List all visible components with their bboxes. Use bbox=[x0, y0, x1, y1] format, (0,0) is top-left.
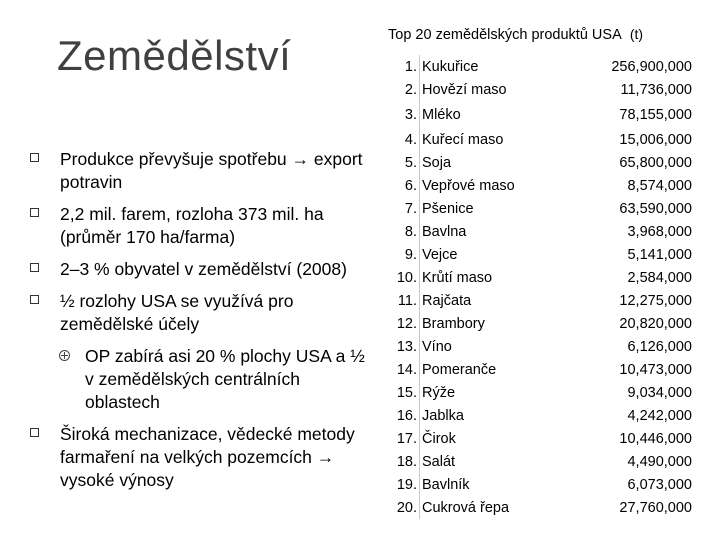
row-value: 20,820,000 bbox=[619, 315, 692, 332]
sub-bullet-text: OP zabírá asi 20 % plochy USA a ½ v zemědělských centrálních oblastech bbox=[85, 346, 365, 412]
table-row bbox=[385, 151, 696, 174]
row-value: 65,800,000 bbox=[619, 154, 692, 171]
table-row bbox=[385, 101, 696, 128]
table-row bbox=[385, 197, 696, 220]
row-product: Jablka bbox=[420, 404, 563, 427]
row-rank: 9. bbox=[404, 246, 417, 263]
table-unit: (t) bbox=[629, 26, 644, 42]
row-rank: 3. bbox=[404, 106, 417, 123]
row-product: Kukuřice bbox=[420, 55, 563, 78]
row-value: 78,155,000 bbox=[619, 106, 692, 123]
row-value: 256,900,000 bbox=[611, 58, 692, 75]
table-row bbox=[385, 312, 696, 335]
row-rank: 5. bbox=[404, 154, 417, 171]
bullet-item bbox=[30, 423, 375, 492]
row-product: Bavlník bbox=[420, 473, 563, 496]
table-row bbox=[385, 128, 696, 151]
table-row bbox=[385, 335, 696, 358]
row-rank: 4. bbox=[404, 131, 417, 148]
bullet-text: Produkce převyšuje spotřebu → export potravin bbox=[60, 149, 363, 192]
row-value: 4,490,000 bbox=[627, 453, 692, 470]
row-value: 8,574,000 bbox=[627, 177, 692, 194]
row-value: 4,242,000 bbox=[627, 407, 692, 424]
row-value: 9,034,000 bbox=[627, 384, 692, 401]
row-rank: 11. bbox=[397, 292, 417, 309]
table-row bbox=[385, 404, 696, 427]
row-product: Mléko bbox=[420, 101, 563, 128]
row-product: Salát bbox=[420, 450, 563, 473]
row-value: 63,590,000 bbox=[619, 200, 692, 217]
table-row bbox=[385, 473, 696, 496]
row-value: 2,584,000 bbox=[627, 269, 692, 286]
table-row bbox=[385, 243, 696, 266]
bullet-list bbox=[30, 148, 375, 501]
row-rank: 15. bbox=[396, 384, 417, 401]
row-product: Bavlna bbox=[420, 220, 563, 243]
table-title-text: Top 20 zemědělských produktů USA bbox=[388, 27, 622, 43]
row-product: Víno bbox=[420, 335, 563, 358]
row-value: 12,275,000 bbox=[619, 292, 692, 309]
row-product: Pomeranče bbox=[420, 358, 563, 381]
row-value: 11,736,000 bbox=[620, 81, 692, 98]
bullet-text: Široká mechanizace, vědecké metody farmaření na velkých pozemcích → vysoké výnosy bbox=[60, 424, 355, 490]
bullet-text: 2–3 % obyvatel v zemědělství (2008) bbox=[60, 259, 347, 279]
row-product: Hovězí maso bbox=[420, 78, 563, 101]
row-rank: 14. bbox=[396, 361, 417, 378]
table-row bbox=[385, 289, 696, 312]
bullet-item bbox=[30, 258, 375, 281]
row-product: Rajčata bbox=[420, 289, 563, 312]
row-product: Brambory bbox=[420, 312, 563, 335]
row-rank: 2. bbox=[404, 81, 417, 98]
sub-bullet-item bbox=[30, 345, 375, 414]
row-value: 6,073,000 bbox=[627, 476, 692, 493]
square-bullet-icon bbox=[30, 428, 39, 437]
row-rank: 19. bbox=[396, 476, 417, 493]
row-rank: 8. bbox=[404, 223, 417, 240]
slide-title: Zemědělství bbox=[57, 32, 292, 79]
row-value: 10,473,000 bbox=[619, 361, 692, 378]
row-rank: 1. bbox=[404, 58, 417, 75]
bullet-item bbox=[30, 290, 375, 336]
row-product: Soja bbox=[420, 151, 563, 174]
row-rank: 13. bbox=[396, 338, 417, 355]
row-rank: 16. bbox=[396, 407, 417, 424]
table-row bbox=[385, 450, 696, 473]
row-value: 10,446,000 bbox=[619, 430, 692, 447]
square-bullet-icon bbox=[30, 263, 39, 272]
row-value: 15,006,000 bbox=[619, 131, 692, 148]
row-value: 3,968,000 bbox=[627, 223, 692, 240]
table-row bbox=[385, 174, 696, 197]
row-product: Čirok bbox=[420, 427, 563, 450]
table-row bbox=[385, 266, 696, 289]
row-product: Kuřecí maso bbox=[420, 128, 563, 151]
table-row bbox=[385, 220, 696, 243]
bullet-item bbox=[30, 148, 375, 194]
square-bullet-icon bbox=[30, 295, 39, 304]
row-rank: 6. bbox=[404, 177, 417, 194]
row-rank: 18. bbox=[396, 453, 417, 470]
bullet-text: 2,2 mil. farem, rozloha 373 mil. ha (průměr 170 ha/farma) bbox=[60, 204, 324, 247]
table-row bbox=[385, 496, 696, 519]
bullet-item bbox=[30, 203, 375, 249]
circle-plus-bullet-icon bbox=[59, 350, 70, 361]
row-rank: 17. bbox=[396, 430, 417, 447]
row-rank: 12. bbox=[396, 315, 417, 332]
table-row bbox=[385, 358, 696, 381]
table-row bbox=[385, 381, 696, 404]
row-product: Cukrová řepa bbox=[420, 496, 563, 519]
row-rank: 10. bbox=[396, 269, 417, 286]
table-row bbox=[385, 55, 696, 78]
bullet-text: ½ rozlohy USA se využívá pro zemědělské účely bbox=[60, 291, 294, 334]
row-value: 5,141,000 bbox=[627, 246, 692, 263]
table-row bbox=[385, 78, 696, 101]
row-value: 6,126,000 bbox=[627, 338, 692, 355]
row-product: Rýže bbox=[420, 381, 563, 404]
square-bullet-icon bbox=[30, 153, 39, 162]
row-rank: 20. bbox=[396, 499, 417, 516]
products-table bbox=[385, 55, 696, 519]
row-product: Krůtí maso bbox=[420, 266, 563, 289]
row-product: Vepřové maso bbox=[420, 174, 563, 197]
table-title bbox=[388, 26, 643, 43]
row-product: Pšenice bbox=[420, 197, 563, 220]
square-bullet-icon bbox=[30, 208, 39, 217]
row-rank: 7. bbox=[404, 200, 417, 217]
row-product: Vejce bbox=[420, 243, 563, 266]
row-value: 27,760,000 bbox=[619, 499, 692, 516]
table-row bbox=[385, 427, 696, 450]
